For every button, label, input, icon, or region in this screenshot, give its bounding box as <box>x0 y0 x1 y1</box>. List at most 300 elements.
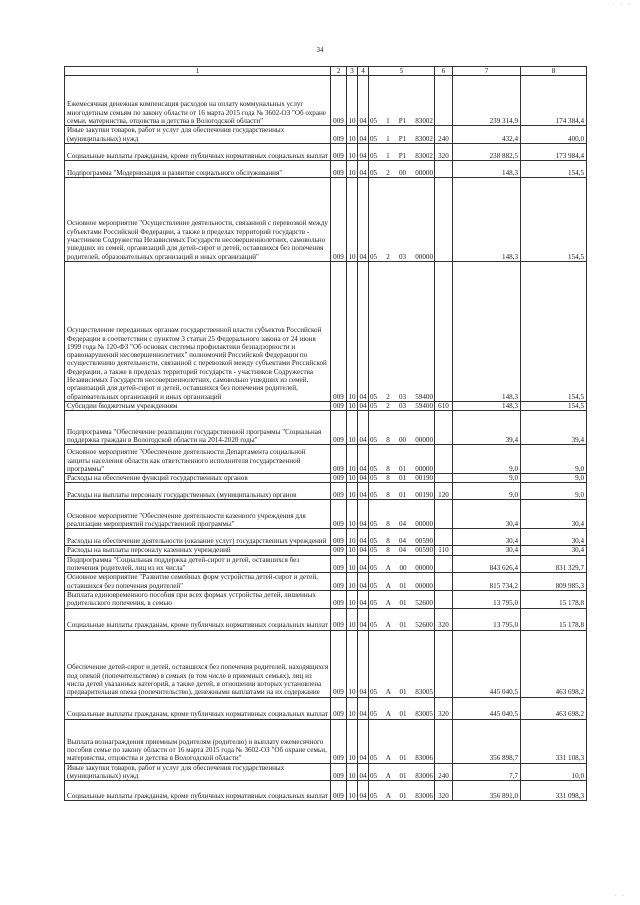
target-article-code <box>369 697 435 719</box>
amount-col7: 9,0 <box>453 474 521 483</box>
expense-type-code <box>435 474 453 483</box>
ved-code: 009 <box>331 590 347 608</box>
target-article-part: 05 <box>370 771 378 780</box>
amount-col7: 7,7 <box>453 763 521 781</box>
table-row <box>65 546 587 555</box>
target-article-part: 00 <box>399 564 407 573</box>
section-code: 10 <box>347 697 358 719</box>
subsection-code: 04 <box>358 608 369 630</box>
target-article-part: 83002 <box>415 117 433 125</box>
target-article-part: 05 <box>370 581 378 590</box>
table-row <box>65 608 587 630</box>
target-article-part: 2 <box>386 168 390 177</box>
target-article-code <box>369 555 435 573</box>
row-name: Основное мероприятие "Обеспечение деятельности Департамента социальной защиты населения области как ответственного исполнителя государственной программы" <box>65 445 331 474</box>
section-code: 10 <box>348 401 356 410</box>
expense-type-code: 320 <box>435 608 453 630</box>
ved-code: 009 <box>331 500 347 529</box>
target-article-part: 04 <box>398 537 407 546</box>
table-row <box>65 719 587 763</box>
subsection-code: 04 <box>358 781 369 801</box>
amount-col7: 30,4 <box>453 500 521 529</box>
section-code: 10 <box>347 411 358 445</box>
amount-col7: 815 734,2 <box>453 573 521 591</box>
target-article-part: 00000 <box>415 581 433 590</box>
row-name: Обеспечение детей-сирот и детей, оставшихся без попечения родителей, находящихся под опекой (попечительством) в семьях (в том числе в приемных семьях), лиц из числа детей указанных категорий, а также детей, в отношении которых установлена предварительная опека (попечительство), денежными выплатами на их содержание <box>65 630 331 697</box>
target-article-part: 2 <box>386 392 390 401</box>
expense-type-code: 320 <box>435 143 453 160</box>
target-article-part: 05 <box>370 599 378 608</box>
expense-type-code <box>435 411 453 445</box>
target-article-code <box>369 529 435 546</box>
ved-code: 009 <box>331 401 347 410</box>
row-name: Основное мероприятие "Осуществление деятельности, связанной с перевозкой между субъектами Российской Федерации, а также в пределах территорий государств - участников Содружества Независимых Государств несовершеннолетних, самовольно ушедших из семей, организаций для детей-сирот и детей, оставшихся без попечения родителей, образовательных организаций и иных организаций" <box>65 177 331 261</box>
expense-type-code <box>435 76 453 126</box>
target-article-part: А <box>385 771 391 780</box>
section-code: 10 <box>347 529 358 546</box>
target-article-code <box>369 177 435 261</box>
target-article-code <box>369 411 435 445</box>
row-name: Расходы на выплаты персоналу казенных учреждений <box>65 546 331 555</box>
section-code: 10 <box>347 590 358 608</box>
target-article-part: А <box>385 710 391 719</box>
row-name: Выплата вознаграждения приемным родителям (родителю) и выплату ежемесячного пособия семье по закону области от 16 марта 2015 года № 3602-ОЗ "Об охране семьи, материнства, отцовства и детства в Вологодской области" <box>65 719 331 763</box>
target-article-part: 05 <box>370 392 378 401</box>
column-header-1: 1 <box>65 67 331 76</box>
target-article-part: 05 <box>370 252 378 261</box>
target-article-part: А <box>385 599 391 608</box>
section-code: 10 <box>347 143 358 160</box>
target-article-part: 83005 <box>415 710 433 719</box>
expense-type-code <box>435 160 453 177</box>
row-name: Социальные выплаты гражданам, кроме публичных нормативных социальных выплат <box>65 781 331 801</box>
amount-col7: 9,0 <box>453 483 521 500</box>
section-code: 10 <box>347 177 358 261</box>
target-article-part: 1 <box>386 117 390 125</box>
target-article-code <box>369 546 435 555</box>
section-code: 10 <box>347 555 358 573</box>
target-article-part: 01 <box>398 491 407 500</box>
target-article-part: 05 <box>370 134 378 143</box>
target-article-part: 05 <box>370 621 378 630</box>
subsection-code: 04 <box>358 500 369 529</box>
target-article-part: 83005 <box>415 688 433 697</box>
target-article-part: 04 <box>398 546 407 555</box>
ved-code: 009 <box>331 781 347 801</box>
expense-type-code <box>435 719 453 763</box>
row-name: Иные закупки товаров, работ и услуг для обеспечения государственных (муниципальных) нужд <box>65 763 331 781</box>
amount-col8: 154,5 <box>521 261 587 401</box>
target-article-part: 83006 <box>415 771 433 780</box>
table-row <box>65 474 587 483</box>
row-name: Расходы на обеспечение функций государственных органов <box>65 474 331 483</box>
amount-col7: 13 795,0 <box>453 590 521 608</box>
amount-col8: 39,4 <box>521 411 587 445</box>
section-code: 10 <box>347 719 358 763</box>
target-article-part: А <box>385 564 391 573</box>
column-header-8: 8 <box>521 67 587 76</box>
amount-col8: 331 108,3 <box>521 719 587 763</box>
table-row <box>65 573 587 591</box>
subsection-code: 04 <box>358 261 369 401</box>
table-row <box>65 261 587 401</box>
target-article-part: 1 <box>386 134 390 143</box>
amount-col7: 148,3 <box>453 261 521 401</box>
expense-type-code: 610 <box>435 401 453 410</box>
section-code: 10 <box>347 608 358 630</box>
target-article-part: 8 <box>386 474 390 483</box>
target-article-part: А <box>385 688 391 697</box>
ved-code: 009 <box>331 719 347 763</box>
page-number: 34 <box>316 46 324 54</box>
table-row <box>65 445 587 474</box>
expense-type-code <box>435 573 453 591</box>
target-article-part: 00000 <box>415 252 433 261</box>
amount-col8: 809 985,3 <box>521 573 587 591</box>
target-article-part: 05 <box>370 710 378 719</box>
target-article-part: 00 <box>398 168 407 177</box>
amount-col7: 356 891,0 <box>453 781 521 801</box>
target-article-part: 59400 <box>415 401 433 410</box>
row-name: Основное мероприятие "Обеспечение деятельности казенного учреждения для реализации мероприятий государственной программы" <box>65 500 331 529</box>
column-header-2: 2 <box>331 67 347 76</box>
amount-col7: 238 882,5 <box>453 143 521 160</box>
target-article-code <box>369 719 435 763</box>
expense-type-code: 320 <box>435 697 453 719</box>
target-article-part: Р1 <box>398 151 407 160</box>
target-article-part: 05 <box>370 546 378 555</box>
target-article-part: 01 <box>399 621 407 630</box>
table-row <box>65 160 587 177</box>
target-article-part: 01 <box>399 581 407 590</box>
target-article-code <box>369 76 435 126</box>
target-article-part: 00000 <box>415 564 433 573</box>
subsection-code: 04 <box>358 177 369 261</box>
row-name: Подпрограмма "Обеспечение реализации государственной программы "Социальная поддержка граждан в Вологодской области на 2014-2020 годы" <box>65 411 331 445</box>
target-article-code <box>369 781 435 801</box>
target-article-part: Р1 <box>398 117 407 125</box>
target-article-part: 59400 <box>415 392 433 401</box>
target-article-part: 05 <box>370 464 378 473</box>
section-code: 10 <box>347 573 358 591</box>
table-row <box>65 763 587 781</box>
subsection-code: 04 <box>359 546 367 555</box>
target-article-part: 00190 <box>415 491 433 500</box>
target-article-part: 00590 <box>415 537 433 546</box>
target-article-part: 8 <box>386 546 390 555</box>
target-article-part: 8 <box>386 520 390 529</box>
target-article-part: 8 <box>386 464 390 473</box>
expense-type-code <box>435 529 453 546</box>
amount-col7: 843 626,4 <box>453 555 521 573</box>
target-article-part: 00000 <box>415 168 433 177</box>
expense-type-code: 320 <box>435 781 453 801</box>
target-article-part: 2 <box>386 401 390 410</box>
row-name: Социальные выплаты гражданам, кроме публичных нормативных социальных выплат <box>65 608 331 630</box>
subsection-code: 04 <box>358 555 369 573</box>
column-header-4: 4 <box>358 67 369 76</box>
scan-mark-bottom: · · <box>614 893 626 899</box>
ved-code: 009 <box>331 529 347 546</box>
table-row <box>65 630 587 697</box>
amount-col8: 30,4 <box>521 546 587 555</box>
ved-code: 009 <box>331 411 347 445</box>
target-article-part: А <box>385 621 391 630</box>
subsection-code: 04 <box>358 590 369 608</box>
target-article-part: 01 <box>399 599 407 608</box>
ved-code: 009 <box>331 177 347 261</box>
amount-col7: 356 898,7 <box>453 719 521 763</box>
row-name: Подпрограмма "Модернизация и развитие социального обслуживания" <box>65 160 331 177</box>
amount-col8: 9,0 <box>521 474 587 483</box>
target-article-code <box>369 143 435 160</box>
section-code: 10 <box>347 261 358 401</box>
ved-code: 009 <box>331 573 347 591</box>
target-article-part: 05 <box>370 754 378 763</box>
ved-code: 009 <box>331 483 347 500</box>
table-row <box>65 126 587 144</box>
section-code: 10 <box>347 630 358 697</box>
target-article-part: 00190 <box>415 474 433 483</box>
target-article-part: 03 <box>398 392 407 401</box>
target-article-code <box>369 474 435 483</box>
subsection-code: 04 <box>358 126 369 144</box>
budget-table <box>64 66 587 801</box>
expense-type-code <box>435 177 453 261</box>
amount-col7: 30,4 <box>453 529 521 546</box>
section-code: 10 <box>347 763 358 781</box>
ved-code: 009 <box>331 261 347 401</box>
target-article-part: 04 <box>398 520 407 529</box>
target-article-part: 52600 <box>415 621 433 630</box>
target-article-part: А <box>385 754 391 763</box>
target-article-code <box>369 608 435 630</box>
target-article-code <box>369 261 435 401</box>
row-name: Социальные выплаты гражданам, кроме публичных нормативных социальных выплат <box>65 697 331 719</box>
amount-col7: 13 795,0 <box>453 608 521 630</box>
table-row <box>65 697 587 719</box>
target-article-code <box>369 160 435 177</box>
amount-col8: 154,5 <box>521 160 587 177</box>
expense-type-code <box>435 630 453 697</box>
target-article-part: 01 <box>399 754 407 763</box>
row-name: Расходы на обеспечение деятельности (оказание услуг) государственных учреждений <box>65 529 331 546</box>
target-article-part: А <box>385 581 391 590</box>
ved-code: 009 <box>331 474 347 483</box>
target-article-code <box>369 483 435 500</box>
row-name: Субсидии бюджетным учреждениям <box>65 401 331 410</box>
target-article-code <box>369 445 435 474</box>
target-article-part: 01 <box>399 688 407 697</box>
subsection-code: 04 <box>358 573 369 591</box>
section-code: 10 <box>348 474 356 483</box>
expense-type-code <box>435 500 453 529</box>
amount-col8: 173 984,4 <box>521 143 587 160</box>
target-article-part: 05 <box>370 168 378 177</box>
target-article-part: 00000 <box>415 520 433 529</box>
subsection-code: 04 <box>358 529 369 546</box>
target-article-part: 00 <box>398 435 407 444</box>
target-article-part: 83006 <box>415 791 433 800</box>
expense-type-code <box>435 445 453 474</box>
amount-col8: 831 329,7 <box>521 555 587 573</box>
subsection-code: 04 <box>358 411 369 445</box>
expense-type-code: 240 <box>435 126 453 144</box>
ved-code: 009 <box>331 445 347 474</box>
target-article-part: 05 <box>370 117 378 125</box>
amount-col8: 174 384,4 <box>521 76 587 126</box>
target-article-part: 00590 <box>415 546 433 555</box>
target-article-part: 01 <box>398 464 407 473</box>
target-article-part: 2 <box>386 252 390 261</box>
ved-code: 009 <box>331 630 347 697</box>
target-article-code <box>369 126 435 144</box>
amount-col8: 30,4 <box>521 500 587 529</box>
subsection-code: 04 <box>358 697 369 719</box>
expense-type-code <box>435 261 453 401</box>
amount-col7: 9,0 <box>453 445 521 474</box>
target-article-code <box>369 590 435 608</box>
subsection-code: 04 <box>359 401 367 410</box>
amount-col7: 30,4 <box>453 546 521 555</box>
section-code: 10 <box>347 160 358 177</box>
scan-mark-top: · · · <box>613 2 632 8</box>
table-row <box>65 590 587 608</box>
ved-code: 009 <box>331 608 347 630</box>
subsection-code: 04 <box>358 630 369 697</box>
column-header-3: 3 <box>347 67 358 76</box>
amount-col7: 148,3 <box>453 401 521 410</box>
table-row <box>65 143 587 160</box>
table-row <box>65 500 587 529</box>
target-article-part: 05 <box>370 564 378 573</box>
subsection-code: 04 <box>359 474 367 483</box>
table-row <box>65 483 587 500</box>
ved-code: 009 <box>331 555 347 573</box>
section-code: 10 <box>347 76 358 126</box>
subsection-code: 04 <box>358 76 369 126</box>
expense-type-code: 240 <box>435 763 453 781</box>
amount-col8: 15 178,8 <box>521 608 587 630</box>
column-header-7: 7 <box>453 67 521 76</box>
amount-col8: 15 178,8 <box>521 590 587 608</box>
ved-code: 009 <box>331 143 347 160</box>
target-article-part: 05 <box>370 491 378 500</box>
expense-type-code: 110 <box>435 546 453 555</box>
target-article-part: 8 <box>386 491 390 500</box>
subsection-code: 04 <box>358 483 369 500</box>
amount-col7: 148,3 <box>453 177 521 261</box>
target-article-part: 83006 <box>415 754 433 763</box>
target-article-part: 05 <box>370 401 378 410</box>
section-code: 10 <box>347 781 358 801</box>
ved-code: 009 <box>331 160 347 177</box>
table-row <box>65 555 587 573</box>
table-row <box>65 76 587 126</box>
amount-col8: 154,5 <box>521 177 587 261</box>
target-article-part: 01 <box>399 791 407 800</box>
table-row <box>65 401 587 410</box>
target-article-part: 01 <box>398 474 407 483</box>
target-article-part: 03 <box>398 401 407 410</box>
amount-col7: 39,4 <box>453 411 521 445</box>
row-name: Ежемесячная денежная компенсация расходов на оплату коммунальных услуг многодетным семьям по закону области от 16 марта 2015 года № 3602-ОЗ "Об охране семьи, материнства, отцовства и детства в Вологодской области" <box>65 76 331 126</box>
ved-code: 009 <box>331 76 347 126</box>
amount-col7: 432,4 <box>453 126 521 144</box>
target-article-part: 01 <box>399 710 407 719</box>
column-header-5: 5 <box>369 67 435 76</box>
target-article-part: 1 <box>386 151 390 160</box>
section-code: 10 <box>347 483 358 500</box>
row-name: Подпрограмма "Социальная поддержка детей-сирот и детей, оставшихся без попечения родителей, лиц из их числа" <box>65 555 331 573</box>
amount-col7: 239 314,9 <box>453 76 521 126</box>
amount-col8: 30,4 <box>521 529 587 546</box>
target-article-part: А <box>385 791 391 800</box>
row-name: Иные закупки товаров, работ и услуг для обеспечения государственных (муниципальных) нужд <box>65 126 331 144</box>
amount-col7: 445 040,5 <box>453 630 521 697</box>
table-row <box>65 411 587 445</box>
target-article-part: 03 <box>398 252 407 261</box>
amount-col8: 9,0 <box>521 445 587 474</box>
target-article-part: 05 <box>370 537 378 546</box>
row-name: Расходы на выплаты персоналу государственных (муниципальных) органов <box>65 483 331 500</box>
subsection-code: 04 <box>358 719 369 763</box>
amount-col8: 331 098,3 <box>521 781 587 801</box>
table-row <box>65 177 587 261</box>
column-header-6: 6 <box>435 67 453 76</box>
amount-col8: 400,0 <box>521 126 587 144</box>
target-article-code <box>369 630 435 697</box>
target-article-part: 52600 <box>415 599 433 608</box>
amount-col8: 154,5 <box>521 401 587 410</box>
subsection-code: 04 <box>358 143 369 160</box>
row-name: Выплата единовременного пособия при всех формах устройства детей, лишенных родительского попечения, в семью <box>65 590 331 608</box>
ved-code: 009 <box>331 126 347 144</box>
amount-col7: 148,3 <box>453 160 521 177</box>
table-header-row <box>65 67 587 76</box>
subsection-code: 04 <box>358 445 369 474</box>
row-name: Основное мероприятие "Развитие семейных форм устройства детей-сирот и детей, оставшихся без попечения родителей" <box>65 573 331 591</box>
section-code: 10 <box>347 126 358 144</box>
amount-col7: 445 040,5 <box>453 697 521 719</box>
target-article-part: 83002 <box>415 134 433 143</box>
subsection-code: 04 <box>358 763 369 781</box>
row-name: Осуществление переданных органам государственной власти субъектов Российской Федерации в соответствии с пунктом 3 статьи 25 Федерального закона от 24 июня 1999 года № 120-ФЗ "Об основах системы профилактики безнадзорности и правонарушений несовершеннолетних" полномочий Российской Федерации по осуществлению деятельности, связанной с перевозкой между субъектами Российской Федерации, а также в пределах территорий государств - участников Содружества Независимых Государств несовершеннолетних, самовольно ушедших из семей, организаций для детей-сирот и детей, оставшихся без попечения родителей, образовательных организаций и иных организаций <box>65 261 331 401</box>
section-code: 10 <box>348 546 356 555</box>
expense-type-code <box>435 590 453 608</box>
target-article-part: 83002 <box>415 151 433 160</box>
target-article-part: Р1 <box>398 134 407 143</box>
target-article-part: 8 <box>386 435 390 444</box>
table-row <box>65 781 587 801</box>
ved-code: 009 <box>331 697 347 719</box>
expense-type-code <box>435 555 453 573</box>
section-code: 10 <box>347 445 358 474</box>
target-article-code <box>369 763 435 781</box>
amount-col8: 9,0 <box>521 483 587 500</box>
subsection-code: 04 <box>358 160 369 177</box>
target-article-code <box>369 401 435 410</box>
target-article-part: 01 <box>399 771 407 780</box>
target-article-part: 05 <box>370 520 378 529</box>
row-name: Социальные выплаты гражданам, кроме публичных нормативных социальных выплат <box>65 143 331 160</box>
target-article-part: 00000 <box>415 435 433 444</box>
section-code: 10 <box>347 500 358 529</box>
ved-code: 009 <box>331 546 347 555</box>
amount-col8: 10,0 <box>521 763 587 781</box>
target-article-part: 05 <box>370 151 378 160</box>
target-article-part: 05 <box>370 688 378 697</box>
